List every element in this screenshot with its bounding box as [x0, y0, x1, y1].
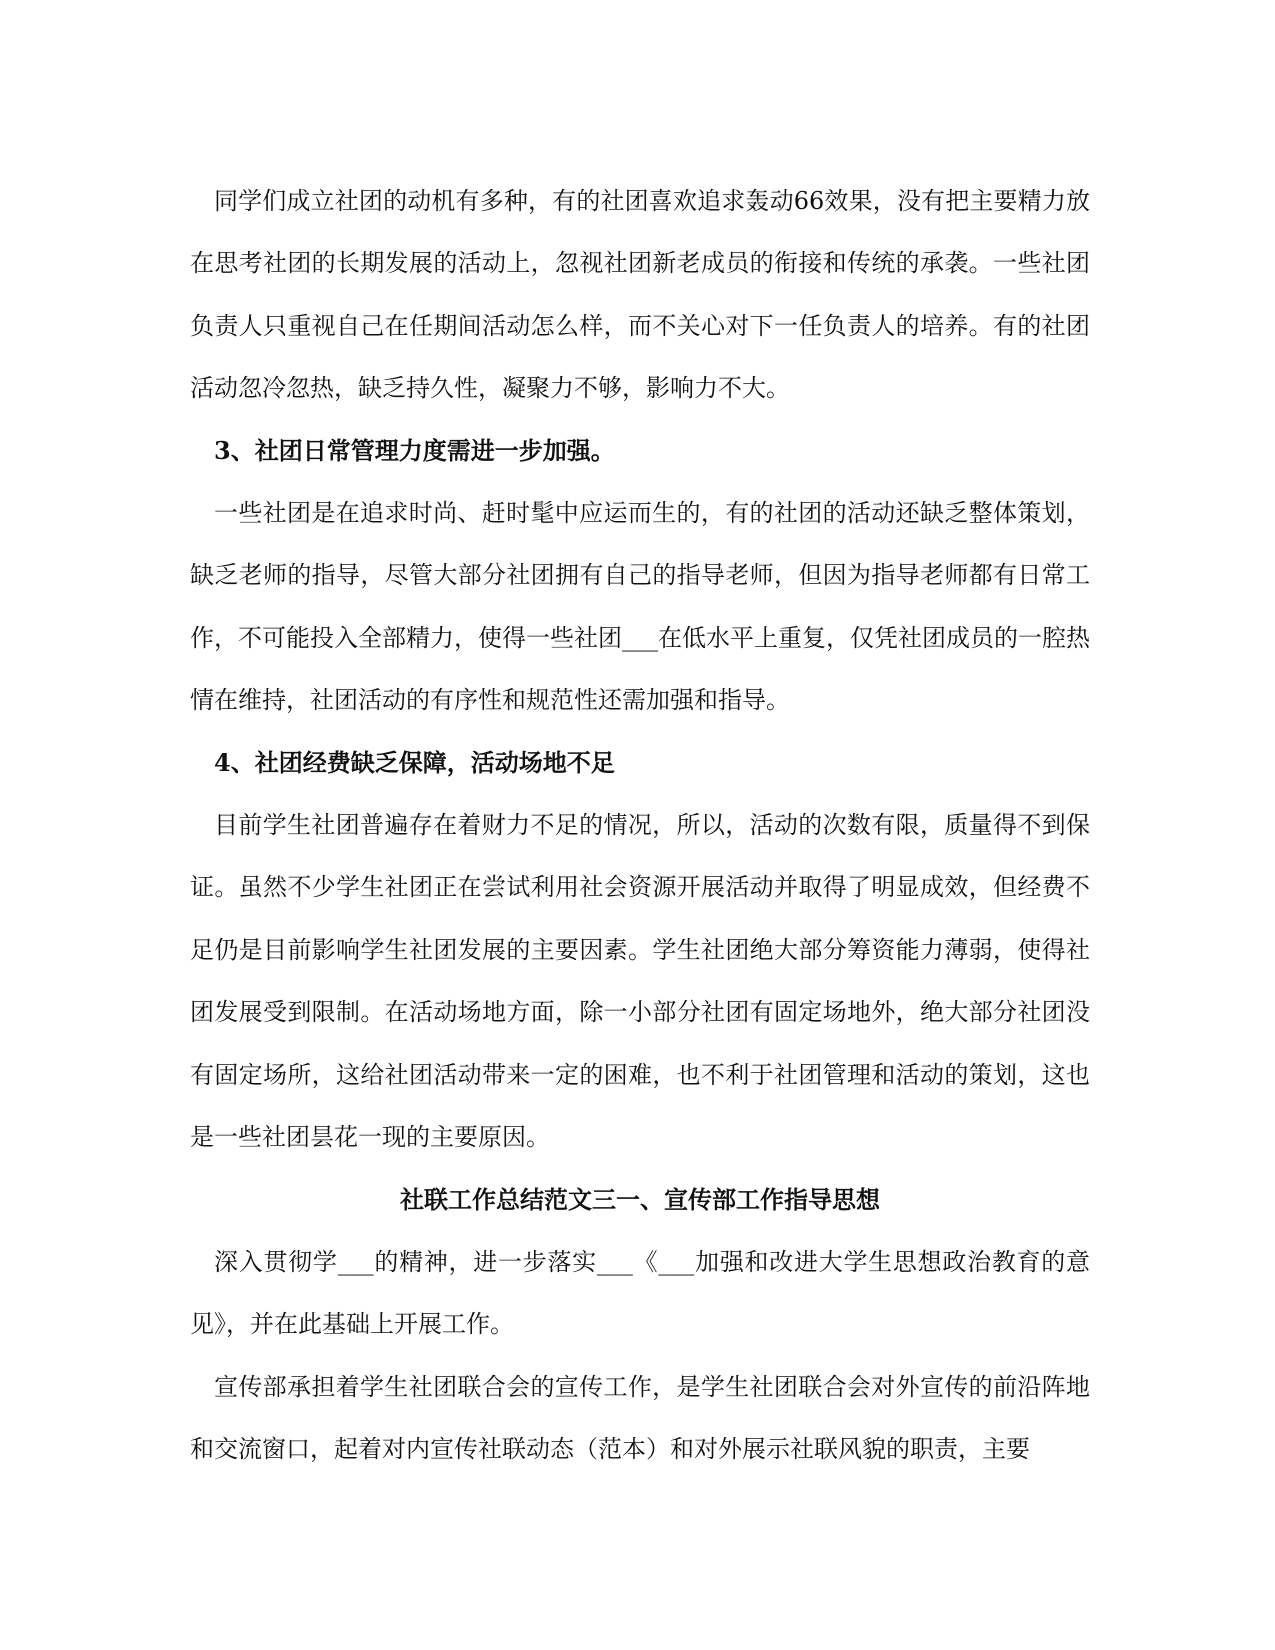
- document-page: [190, 170, 1090, 1481]
- heading-funding: 4、社团经费缺乏保障，活动场地不足: [214, 747, 615, 777]
- paragraph-management: 一些社团是在追求时尚、赶时髦中应运而生的，有的社团的活动还缺乏整体策划，缺乏老师的指导，尽管大部分社团拥有自己的指导老师，但因为指导老师都有日常工作，不可能投入全部精力，使得一些社团___在低水平上重复，仅凭社团成员的一腔热情在维持，社团活动的有序性和规范性还需加强和指导。: [190, 499, 1090, 715]
- paragraph-publicity-dept: 宣传部承担着学生社团联合会的宣传工作，是学生社团联合会对外宣传的前沿阵地和交流窗口，起着对内宣传社联动态（范本）和对外展示社联风貌的职责，主要: [190, 1372, 1090, 1464]
- heading-management: 3、社团日常管理力度需进一步加强。: [214, 435, 615, 465]
- paragraph-club-motivation: 同学们成立社团的动机有多种，有的社团喜欢追求轰动66效果，没有把主要精力放在思考社团的长期发展的活动上，忽视社团新老成员的衔接和传统的承袭。一些社团负责人只重视自己在任期间活动怎么样，而不关心对下一任负责人的培养。有的社团活动忽冷忽热，缺乏持久性，凝聚力不够，影响力不大。: [190, 187, 1090, 403]
- paragraph-guiding-thought: 深入贯彻学___的精神，进一步落实___《___加强和改进大学生思想政治教育的意见》，并在此基础上开展工作。: [190, 1247, 1090, 1339]
- paragraph-funding: 目前学生社团普遍存在着财力不足的情况，所以，活动的次数有限，质量得不到保证。虽然不少学生社团正在尝试利用社会资源开展活动并取得了明显成效，但经费不足仍是目前影响学生社团发展的主要因素。学生社团绝大部分筹资能力薄弱，使得社团发展受到限制。在活动场地方面，除一小部分社团有固定场地外，绝大部分社团没有固定场所，这给社团活动带来一定的困难，也不利于社团管理和活动的策划，这也是一些社团昙花一现的主要原因。: [190, 811, 1090, 1152]
- section-title: 社联工作总结范文三一、宣传部工作指导思想: [400, 1184, 880, 1214]
